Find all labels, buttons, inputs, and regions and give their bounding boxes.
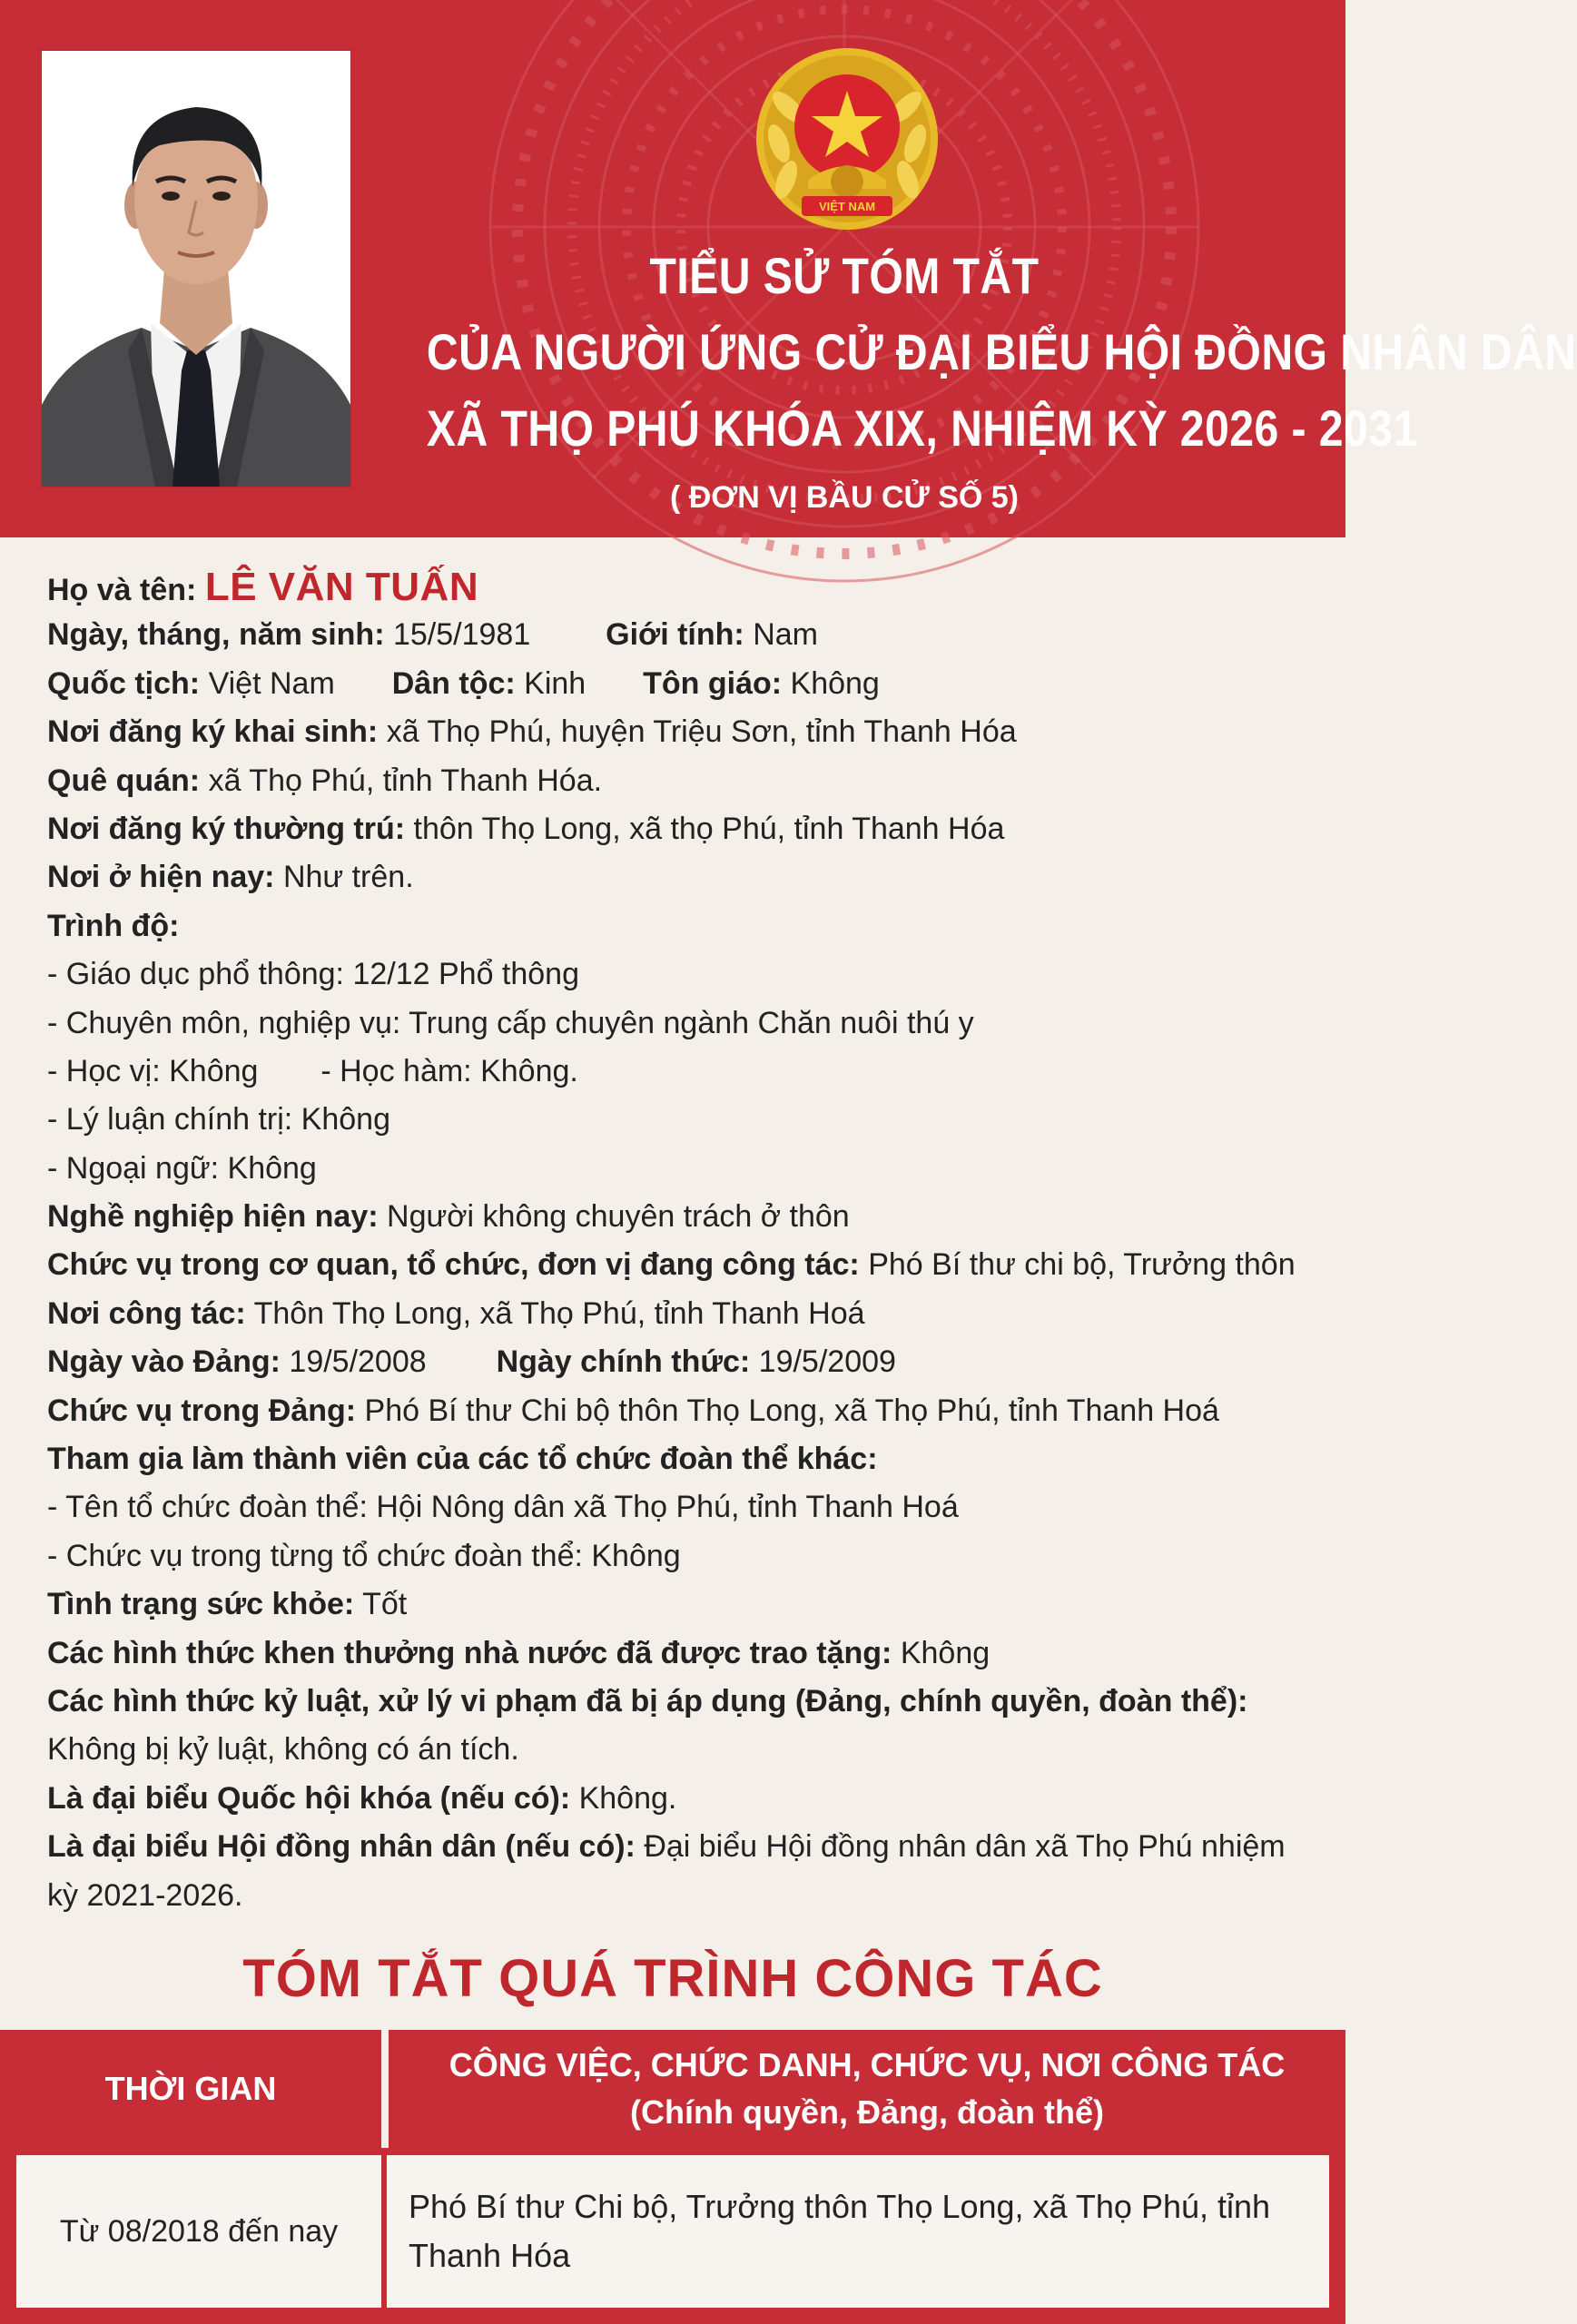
dob-value: 15/5/1981 <box>392 617 531 653</box>
hometown-label: Quê quán: <box>47 763 201 798</box>
religion-value: Không <box>790 665 880 701</box>
gender-label: Giới tính: <box>606 617 744 653</box>
discipline-value: Không bị kỷ luật, không có án tích. <box>47 1732 519 1768</box>
national-assembly-label: Là đại biểu Quốc hội khóa (nếu có): <box>47 1780 571 1816</box>
bio-dob-row <box>47 611 1318 659</box>
org-item: - Tên tổ chức đoàn thể: Hội Nông dân xã Thọ Phú, tỉnh Thanh Hoá <box>47 1490 959 1525</box>
national-assembly-value: Không. <box>578 1780 677 1816</box>
bio-birth-registration-row <box>47 708 1318 756</box>
birth-reg-label: Nơi đăng ký khai sinh: <box>47 714 379 750</box>
column-header-work-subtitle: (Chính quyền, Đảng, đoàn thể) <box>630 2093 1104 2131</box>
awards-label: Các hình thức khen thưởng nhà nước đã được trao tặng: <box>47 1635 892 1670</box>
education-label: Trình độ: <box>47 908 180 943</box>
bio-discipline-row <box>47 1678 1318 1775</box>
bio-position-row <box>47 1241 1318 1289</box>
column-header-time: THỜI GIAN <box>104 2070 277 2107</box>
residence-label: Nơi đăng ký thường trú: <box>47 811 406 846</box>
gender-value: Nam <box>753 617 818 653</box>
bio-residence-row <box>47 805 1318 853</box>
nationality-value: Việt Nam <box>208 665 335 701</box>
bio-health-row <box>47 1581 1318 1629</box>
row-work: Phó Bí thư Chi bộ, Trưởng thôn Thọ Long, xã Thọ Phú, tỉnh Thanh Hóa <box>409 2188 1271 2274</box>
occupation-value: Người không chuyên trách ở thôn <box>387 1199 850 1235</box>
awards-value: Không <box>900 1635 991 1670</box>
national-emblem-icon <box>752 44 942 234</box>
bio-party-dates-row <box>47 1338 1318 1386</box>
bio-education-heading <box>47 902 1318 950</box>
education-item: - Chuyên môn, nghiệp vụ: Trung cấp chuyên ngành Chăn nuôi thú y <box>47 1005 974 1040</box>
title-line-3: XÃ THỌ PHÚ KHÓA XIX, NHIỆM KỲ 2026 - 2031 <box>426 399 1418 457</box>
work-history-table <box>0 2030 1345 2324</box>
candidate-name: LÊ VĂN TUẤN <box>204 565 479 609</box>
orgs-label: Tham gia làm thành viên của các tổ chức đoàn thể khác: <box>47 1442 878 1477</box>
nationality-label: Quốc tịch: <box>47 665 201 701</box>
health-label: Tình trạng sức khỏe: <box>47 1587 355 1622</box>
bio-national-assembly-row <box>47 1775 1318 1823</box>
workplace-value: Thôn Thọ Long, xã Thọ Phú, tỉnh Thanh Hoá <box>253 1295 865 1331</box>
education-item: - Ngoại ngữ: Không <box>47 1150 317 1186</box>
bio-name-row <box>47 563 1318 611</box>
party-position-value: Phó Bí thư Chi bộ thôn Thọ Long, xã Thọ Phú, tỉnh Thanh Hoá <box>364 1393 1219 1428</box>
column-header-work-title: CÔNG VIỆC, CHỨC DANH, CHỨC VỤ, NƠI CÔNG TÁC <box>448 2046 1286 2083</box>
bio-orgs-heading <box>47 1435 1318 1483</box>
council-value: Đại biểu Hội đồng nhân dân xã Thọ Phú nhiệm kỳ 2021-2026. <box>47 1829 1286 1913</box>
bio-party-position-row <box>47 1387 1318 1435</box>
row-divider <box>381 2155 387 2308</box>
table-row <box>16 2155 1329 2308</box>
org-item: - Chức vụ trong từng tổ chức đoàn thể: Không <box>47 1538 681 1573</box>
party-official-label: Ngày chính thức: <box>496 1344 751 1380</box>
candidate-portrait <box>42 51 350 487</box>
health-value: Tốt <box>362 1587 408 1622</box>
row-time: Từ 08/2018 đến nay <box>59 2213 339 2249</box>
party-official-value: 19/5/2009 <box>758 1344 896 1380</box>
religion-label: Tôn giáo: <box>643 665 783 701</box>
discipline-label: Các hình thức kỷ luật, xử lý vi phạm đã bị áp dụng (Đảng, chính quyền, đoàn thể): <box>47 1683 1248 1718</box>
work-history-title: TÓM TẮT QUÁ TRÌNH CÔNG TÁC <box>242 1949 1103 2008</box>
current-address-value: Như trên. <box>282 860 414 895</box>
position-label: Chức vụ trong cơ quan, tổ chức, đơn vị đang công tác: <box>47 1247 860 1283</box>
workplace-label: Nơi công tác: <box>47 1295 246 1331</box>
academic-title-item: - Học hàm: Không. <box>320 1053 578 1088</box>
party-join-value: 19/5/2008 <box>289 1344 427 1380</box>
bio-degree-row <box>47 1048 1318 1096</box>
occupation-label: Nghề nghiệp hiện nay: <box>47 1199 379 1235</box>
education-item: - Lý luận chính trị: Không <box>47 1102 391 1137</box>
svg-text:VIỆT NAM: VIỆT NAM <box>818 200 876 213</box>
bio-council-row <box>47 1823 1318 1920</box>
title-block <box>359 238 1577 519</box>
current-address-label: Nơi ở hiện nay: <box>47 860 275 895</box>
ethnicity-label: Dân tộc: <box>391 665 516 701</box>
ethnicity-value: Kinh <box>524 665 586 701</box>
party-join-label: Ngày vào Đảng: <box>47 1344 281 1380</box>
position-value: Phó Bí thư chi bộ, Trưởng thôn <box>868 1247 1296 1283</box>
bio-awards-row <box>47 1630 1318 1678</box>
residence-value: thôn Thọ Long, xã thọ Phú, tỉnh Thanh Hóa <box>413 811 1005 846</box>
name-label: Họ và tên: <box>47 573 197 607</box>
title-line-1: TIỂU SỬ TÓM TẮT <box>649 247 1040 304</box>
degree-item: - Học vị: Không <box>47 1053 259 1088</box>
council-label: Là đại biểu Hội đồng nhân dân (nếu có): <box>47 1829 636 1865</box>
header-divider <box>381 2030 389 2148</box>
education-item: - Giáo dục phổ thông: 12/12 Phổ thông <box>47 957 580 992</box>
birth-reg-value: xã Thọ Phú, huyện Triệu Sơn, tỉnh Thanh Hóa <box>386 714 1017 750</box>
bio-current-address-row <box>47 853 1318 901</box>
party-position-label: Chức vụ trong Đảng: <box>47 1393 357 1428</box>
bio-nationality-row <box>47 660 1318 708</box>
electoral-unit-subtitle: ( ĐƠN VỊ BẦU CỬ SỐ 5) <box>669 480 1019 515</box>
bio-section <box>47 563 1318 1920</box>
bio-workplace-row <box>47 1290 1318 1338</box>
bio-occupation-row <box>47 1193 1318 1241</box>
column-header-work <box>389 2030 1345 2148</box>
hometown-value: xã Thọ Phú, tỉnh Thanh Hóa. <box>208 763 603 798</box>
bio-hometown-row <box>47 757 1318 805</box>
header-banner <box>0 0 1577 537</box>
title-line-2: CỦA NGƯỜI ỨNG CỬ ĐẠI BIỂU HỘI ĐỒNG NHÂN DÂN <box>426 323 1577 380</box>
dob-label: Ngày, tháng, năm sinh: <box>47 617 385 653</box>
